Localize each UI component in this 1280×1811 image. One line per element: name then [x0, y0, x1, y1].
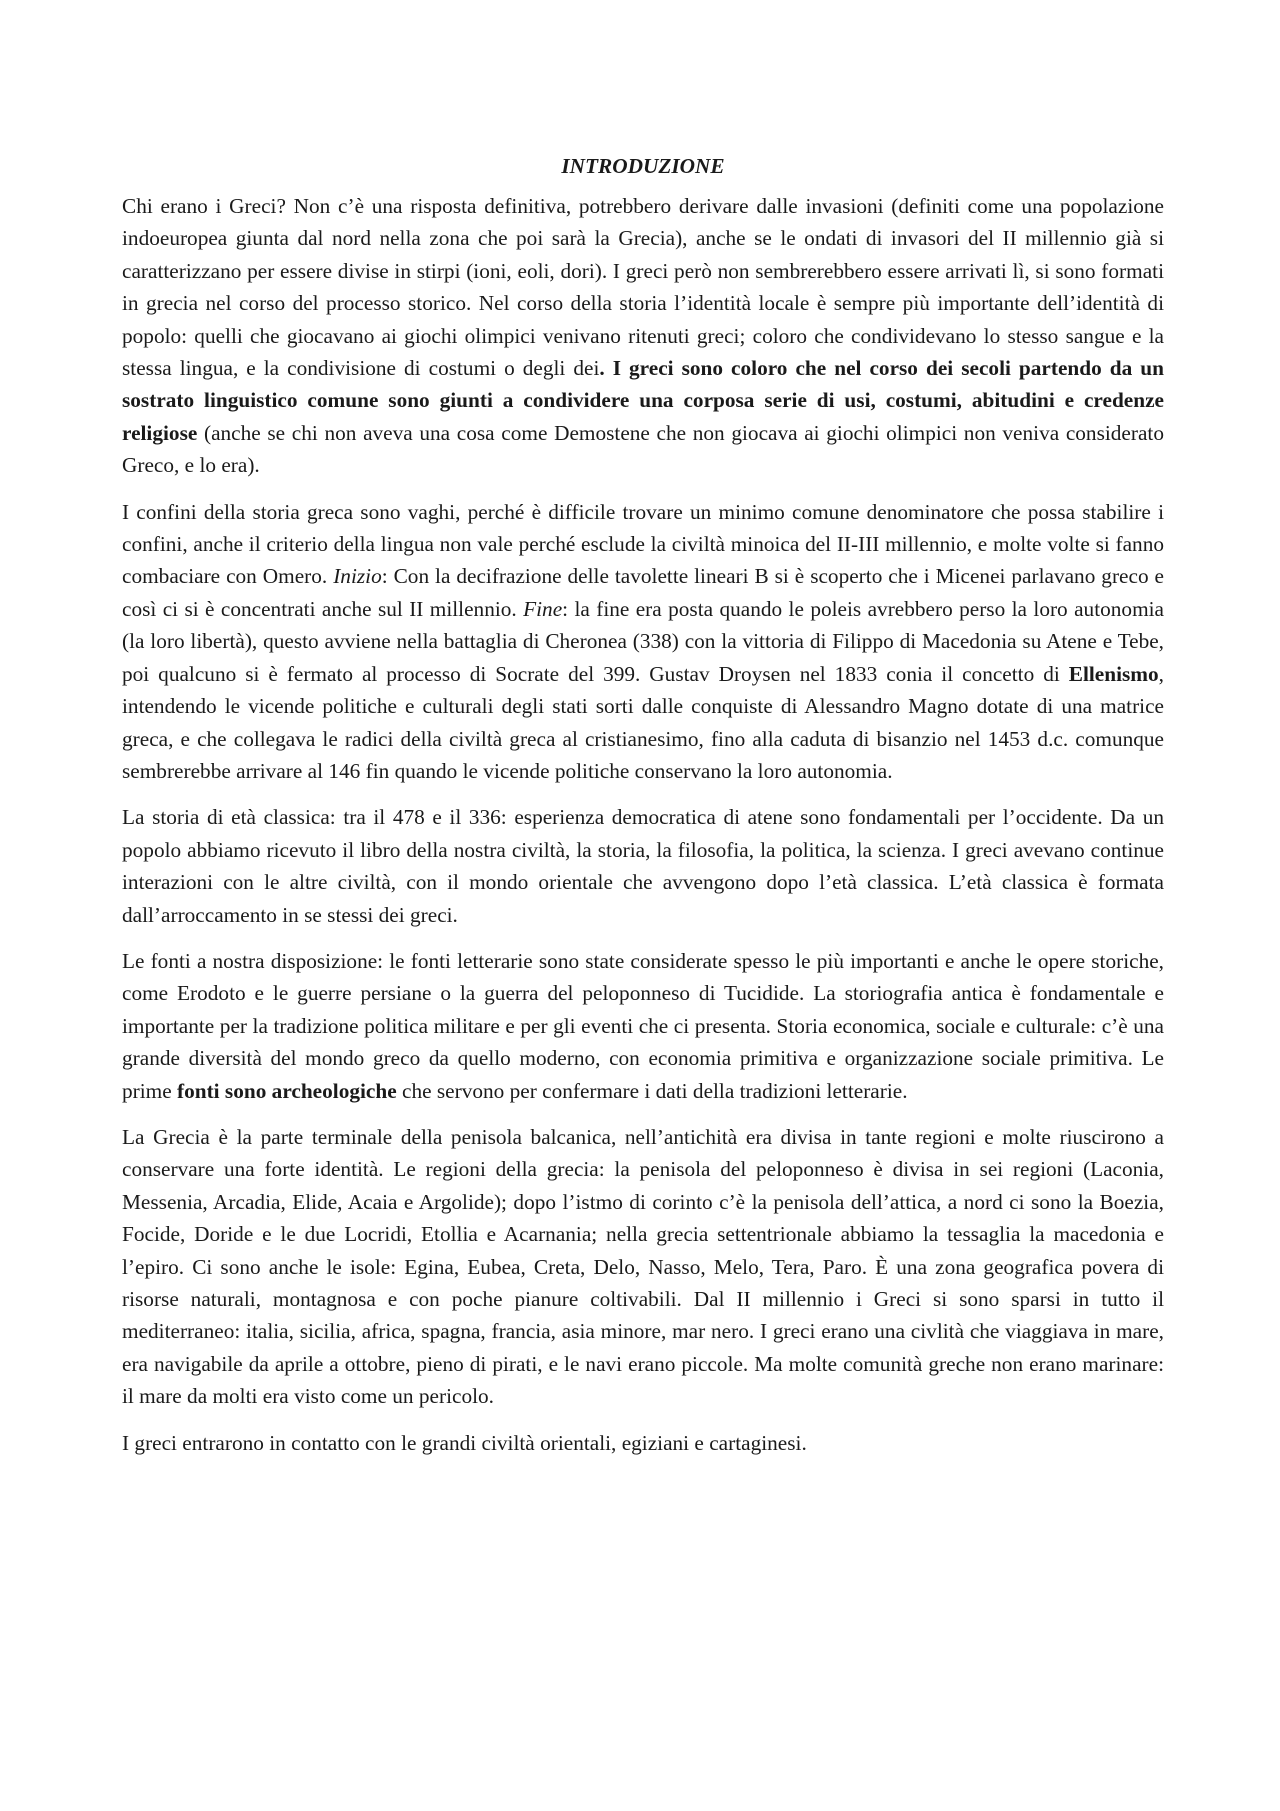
- page-title: INTRODUZIONE: [561, 154, 725, 178]
- paragraph-1-text-end: (anche se chi non aveva una cosa come Demostene che non giocava ai giochi olimpici non veniva considerato Greco, e lo era).: [122, 420, 1164, 478]
- paragraph-2-text-4: , intendendo le vicende politiche e culturali degli stati sorti dalle conquiste di Alessandro Magno dotate di una matrice greca, e che collegava le radici della civiltà greca al cristianesimo, fino alla caduta di bisanzio nel 1453 d.c. comunque sembrerebbe arrivare al 146 fin quando le vicende politiche conservano la loro autonomia.: [122, 661, 1164, 783]
- document-body: [122, 150, 1164, 1473]
- paragraph-4-text-end: che servono per confermare i dati della tradizioni letterarie.: [396, 1078, 908, 1103]
- paragraph-4-bold-fonti: fonti sono archeologiche: [177, 1078, 397, 1103]
- paragraph-1-text: Chi erano i Greci? Non c’è una risposta definitiva, potrebbero derivare dalle invasioni (definiti come una popolazione indoeuropea giunta dal nord nella zona che poi sarà la Grecia), anche se le ondati di invasori del II millennio già si caratterizzano per essere divise in stirpi (ioni, eoli, dori). I greci però non sembrerebbero essere arrivati lì, si sono formati in grecia nel corso del processo storico. Nel corso della storia l’identità locale è sempre più importante dell’identità di popolo: quelli che giocavano ai giochi olimpici venivano ritenuti greci; coloro che condividevano lo stesso sangue e la stessa lingua, e la condivisione di costumi o degli dei: [122, 194, 1164, 381]
- paragraph-5: [122, 1121, 1164, 1413]
- paragraph-3-text: La storia di età classica: tra il 478 e il 336: esperienza democratica di atene sono fondamentali per l’occidente. Da un popolo abbiamo ricevuto il libro della nostra civiltà, la storia, la filosofia, la politica, la scienza. I greci avevano continue interazioni con le altre civiltà, con il mondo orientale che avvengono dopo l’età classica. L’età classica è formata dall’arroccamento in se stessi dei greci.: [122, 805, 1164, 927]
- paragraph-6-text: I greci entrarono in contatto con le grandi civiltà orientali, egiziani e cartaginesi.: [122, 1430, 807, 1455]
- paragraph-2-text: I confini della storia greca sono vaghi, perché è difficile trovare un minimo comune denominatore che possa stabilire i confini, anche il criterio della lingua non vale perché esclude la civiltà minoica del II-III millennio, e molte volte si fanno combaciare con Omero.: [122, 499, 1164, 589]
- paragraph-5-text: La Grecia è la parte terminale della penisola balcanica, nell’antichità era divisa in tante regioni e molte riuscirono a conservare una forte identità. Le regioni della grecia: la penisola del peloponneso è divisa in sei regioni (Laconia, Messenia, Arcadia, Elide, Acaia e Argolide); dopo l’istmo di corinto c’è la penisola dell’attica, a nord ci sono la Boezia, Focide, Doride e le due Locridi, Etollia e Acarnania; nella grecia settentrionale abbiamo la tessaglia la macedonia e l’epiro. Ci sono anche le isole: Egina, Eubea, Creta, Delo, Nasso, Melo, Tera, Paro. È una zona geografica povera di risorse naturali, montagnosa e con poche pianure coltivabili. Dal II millennio i Greci si sono sparsi in tutto il mediterraneo: italia, sicilia, africa, spagna, francia, asia minore, mar nero. I greci erano una civlità che viaggiava in mare, era navigabile da aprile a ottobre, pieno di pirati, e le navi erano piccole. Ma molte comunità greche non erano marinare: il mare da molti era visto come un pericolo.: [122, 1124, 1164, 1409]
- paragraph-1-bold-definition: . I greci sono coloro che nel corso dei secoli partendo da un sostrato linguistico comune sono giunti a condividere una corposa serie di usi, costumi, abitudini e credenze religiose: [122, 356, 1164, 445]
- paragraph-2-italic-inizio: Inizio: [333, 564, 382, 589]
- paragraph-4: [122, 945, 1164, 1107]
- paragraph-1: [122, 190, 1164, 482]
- paragraph-3: [122, 801, 1164, 931]
- paragraph-2-text-3: : la fine era posta quando le poleis avrebbero perso la loro autonomia (la loro libertà), questo avviene nella battaglia di Cheronea (338) con la vittoria di Filippo di Macedonia su Atene e Tebe, poi qualcuno si è fermato al processo di Socrate del 399. Gustav Droysen nel 1833 conia il concetto di: [122, 596, 1164, 686]
- paragraph-6: [122, 1427, 1164, 1459]
- paragraph-2-bold-ellenismo: Ellenismo: [1068, 661, 1159, 686]
- paragraph-4-text: Le fonti a nostra disposizione: le fonti letterarie sono state considerate spesso le più importanti e anche le opere storiche, come Erodoto e le guerre persiane o la guerra del peloponneso di Tucidide. La storiografia antica è fondamentale e importante per la tradizione politica militare e per gli eventi che ci presenta. Storia economica, sociale e culturale: c’è una grande diversità del mondo greco da quello moderno, con economia primitiva e organizzazione sociale primitiva. Le prime: [122, 948, 1164, 1103]
- paragraph-2: [122, 496, 1164, 788]
- paragraph-2-text-2: : Con la decifrazione delle tavolette lineari B si è scoperto che i Micenei parlavano greco e così ci si è concentrati anche sul II millennio.: [122, 564, 1164, 621]
- paragraph-2-italic-fine: Fine: [523, 596, 563, 621]
